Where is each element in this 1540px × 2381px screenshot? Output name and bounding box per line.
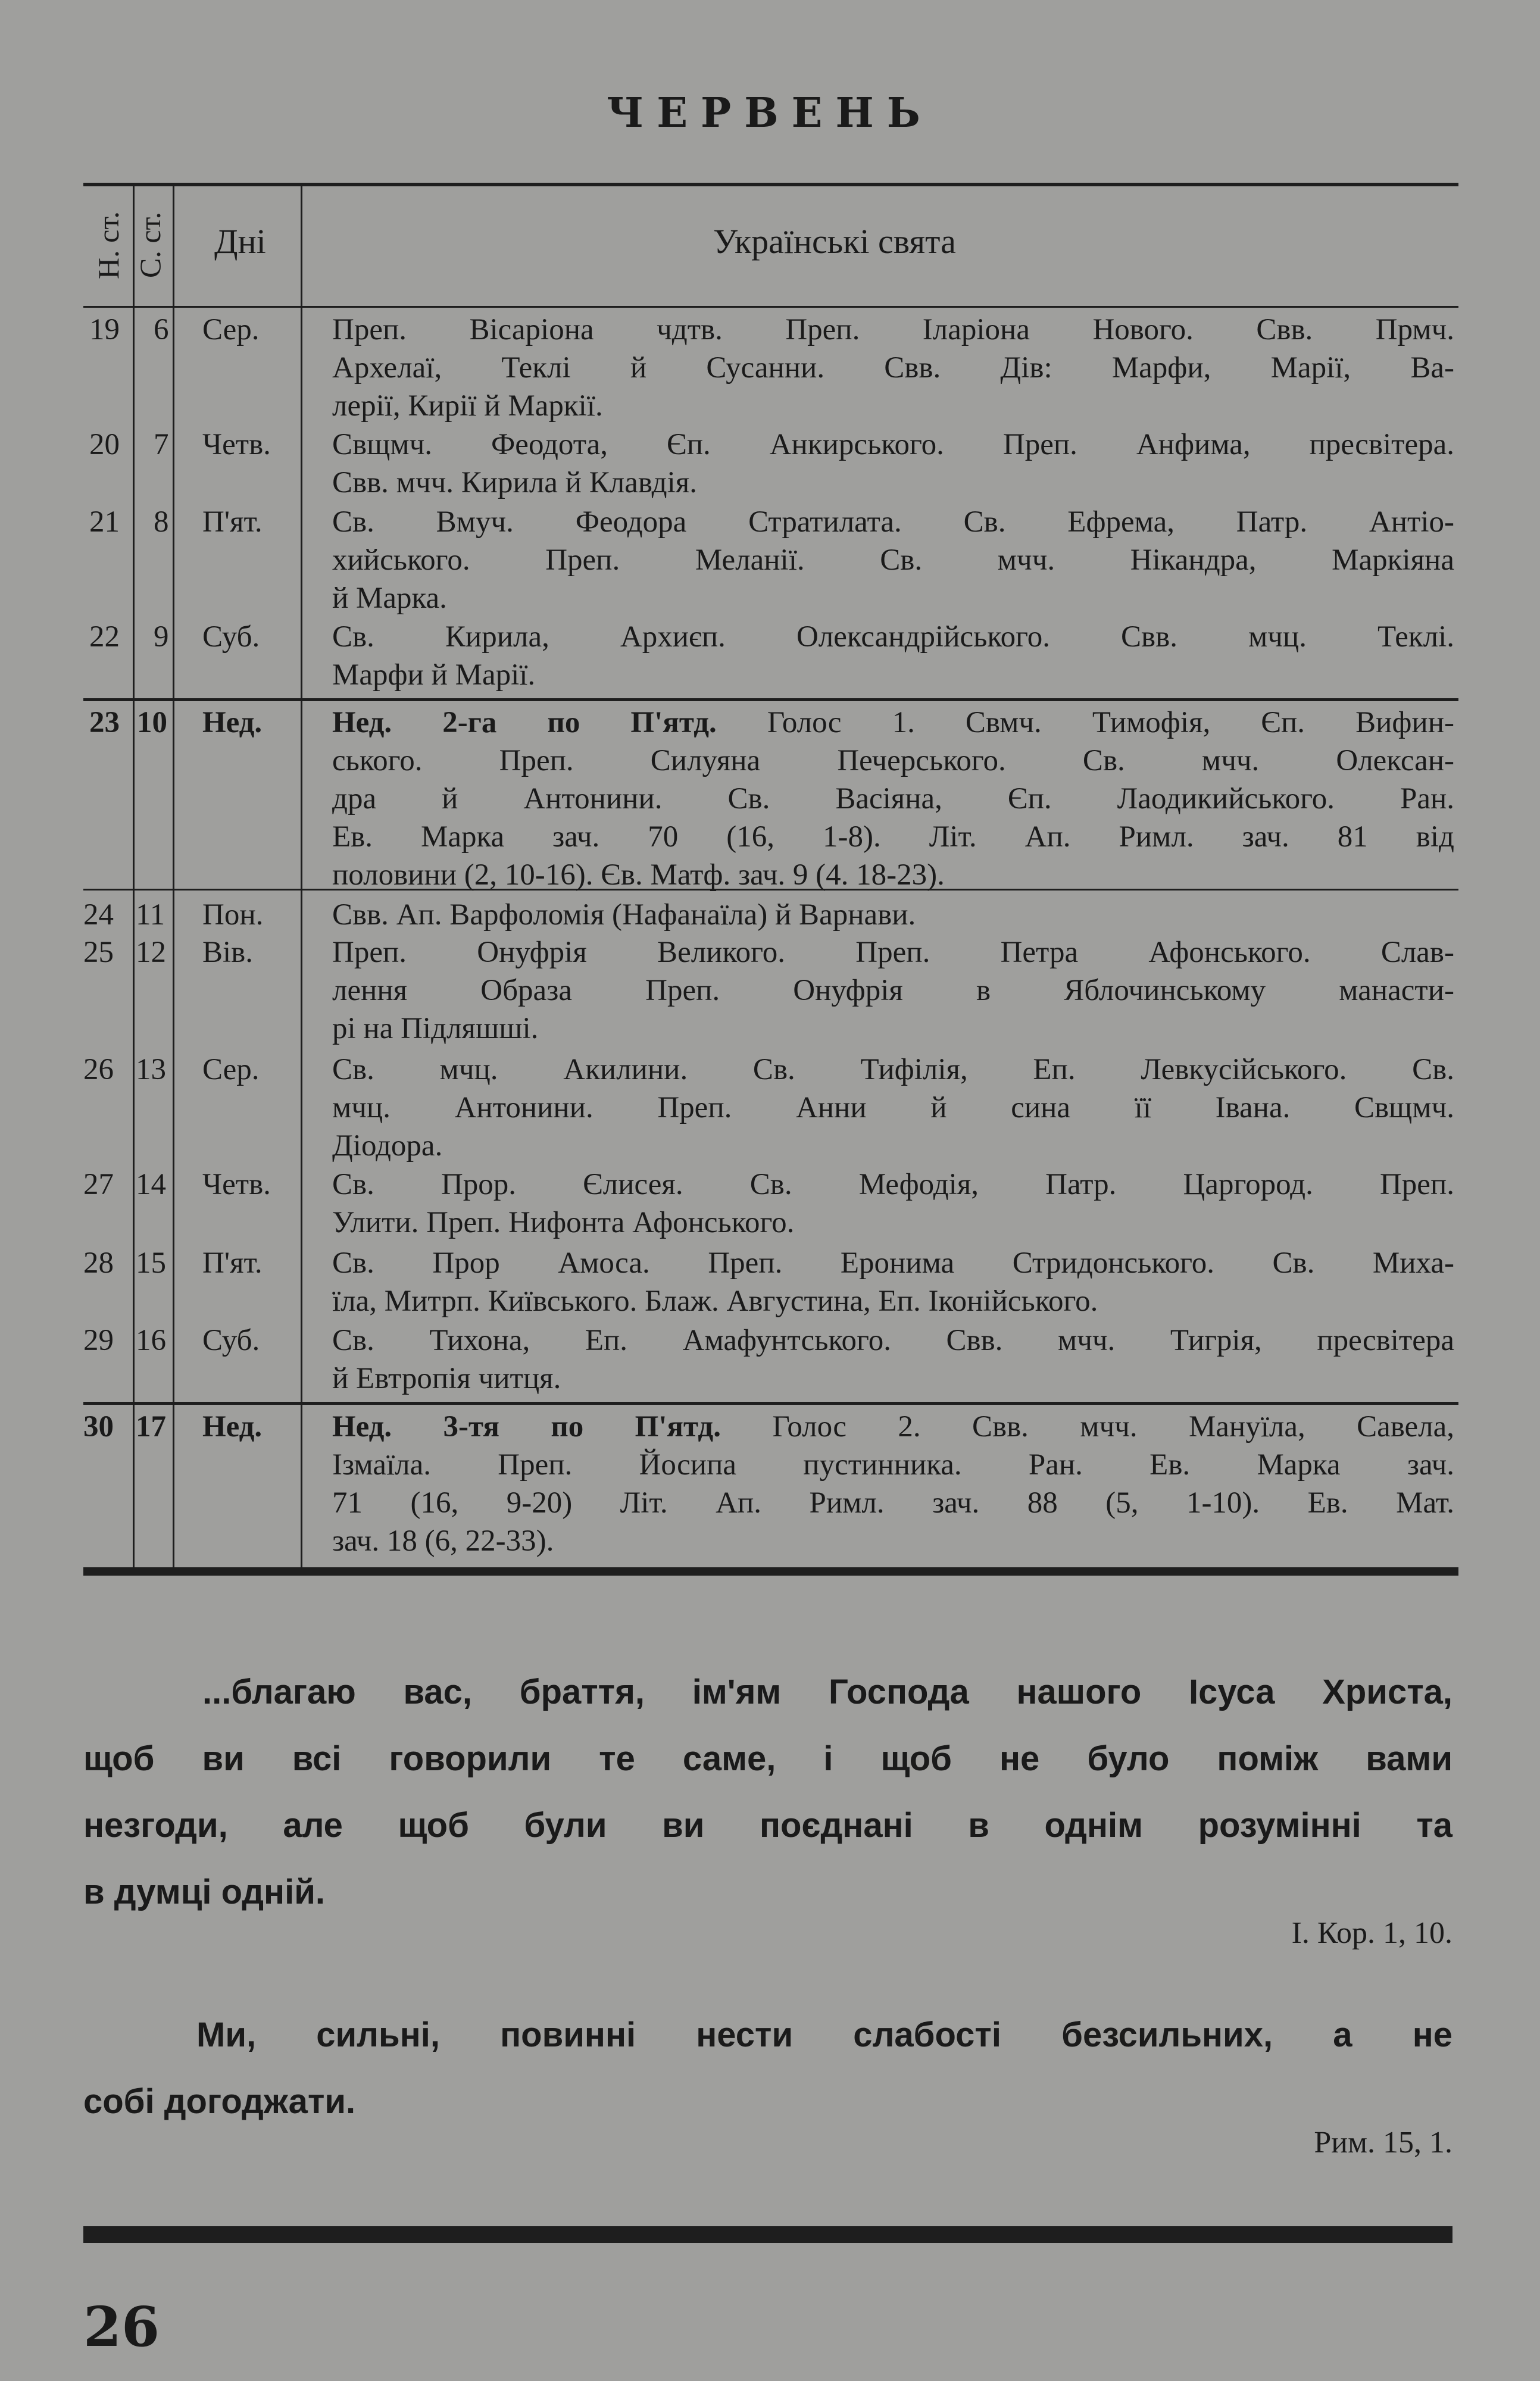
weekday: Пон. — [202, 898, 264, 932]
quote-2-reference: Рим. 15, 1. — [1314, 2126, 1452, 2160]
new-style-date: 21 — [89, 505, 120, 539]
holiday-text: Св. Прор Амоса. Преп. Еронима Стридонського. Св. Миха- їла, Митрп. Київського. Блаж. Августина, Еп. Іконійського. — [332, 1246, 1454, 1318]
quote-1-reference: І. Кор. 1, 10. — [1291, 1916, 1452, 1950]
holiday-text: Св. Тихона, Еп. Амафунтського. Свв. мчч. Тигрія, пресвітера й Евтропія читця. — [332, 1324, 1454, 1395]
holiday-text: Св. Кирила, Архиєп. Олександрійського. Свв. мчц. Теклі. Марфи й Марії. — [332, 620, 1454, 692]
holiday-text: Преп. Вісаріона чдтв. Преп. Іларіона Нового. Свв. Прмч. Архелаї, Теклі й Сусанни. Свв. Дів: Марфи, Марії, Ва- лерії, Кирії й Маркії. — [332, 313, 1454, 423]
old-style-date: 16 — [136, 1324, 166, 1357]
holiday-text: Преп. Онуфрія Великого. Преп. Петра Афонського. Слав- лення Образа Преп. Онуфрія в Яблочинському манасти- рі на Підляшші. — [332, 936, 1454, 1045]
sunday-title: Нед. 2-га по П'ятд. — [332, 706, 717, 739]
weekday: Сер. — [202, 1053, 260, 1086]
new-style-date: 22 — [89, 620, 120, 654]
bottom-rule — [83, 2226, 1452, 2243]
new-style-date: 30 — [83, 1410, 114, 1443]
new-style-date: 24 — [83, 898, 114, 932]
new-style-date: 19 — [89, 313, 120, 346]
old-style-date: 12 — [136, 936, 166, 969]
sunday-rule-top-1 — [83, 698, 1458, 701]
old-style-date: 13 — [136, 1053, 166, 1086]
old-style-date: 8 — [154, 505, 169, 539]
sunday-title: Нед. 3-тя по П'ятд. — [332, 1410, 721, 1443]
page-number: 26 — [83, 2295, 160, 2359]
holiday-text: Свщмч. Феодота, Єп. Анкирського. Преп. Анфима, пресвітера. Свв. мчч. Кирила й Клавдія. — [332, 428, 1454, 499]
holiday-text: Нед. 2-га по П'ятд. Голос 1. Свмч. Тимофія, Єп. Вифин- ського. Преп. Силуяна Печерського. Св. мчч. Олексан- дра й Антонини. Св. Васіяна, Єп. Лаодикийського. Ран. Ев. Марка зач. 70 (16, 1-8). Літ. Ап. Римл. зач. 81 від половини (2, 10-16). Єв. Матф. зач. 9 (4. 18-23). — [332, 704, 1454, 894]
old-style-date: 17 — [136, 1410, 166, 1443]
table-bottom-rule — [83, 1567, 1458, 1576]
holiday-text: Св. мчц. Акилини. Св. Тифілія, Еп. Левкусійського. Св. мчц. Антонини. Преп. Анни й сина її Івана. Свщмч. Діодора. — [332, 1053, 1454, 1163]
holiday-text: Св. Прор. Єлисея. Св. Мефодія, Патр. Царгород. Преп. Улити. Преп. Нифонта Афонського. — [332, 1168, 1454, 1239]
old-style-date: 14 — [136, 1168, 166, 1201]
table-top-rule — [83, 183, 1458, 186]
sunday-lead-line: Нед. 2-га по П'ятд. Голос 1. Свмч. Тимофія, Єп. Вифин- — [332, 706, 1454, 739]
old-style-date: 9 — [154, 620, 169, 654]
weekday: П'ят. — [202, 505, 263, 539]
new-style-date: 29 — [83, 1324, 114, 1357]
old-style-date: 10 — [137, 706, 167, 739]
holiday-text: Св. Вмуч. Феодора Стратилата. Св. Ефрема, Патр. Антіо- хийського. Преп. Меланії. Св. мчч. Нікандра, Маркіяна й Марка. — [332, 505, 1454, 615]
column-divider-3 — [301, 186, 302, 1567]
new-style-date: 23 — [89, 706, 120, 739]
holiday-text: Свв. Ап. Варфоломія (Нафанаїла) й Варнави. — [332, 898, 916, 932]
holiday-text: Нед. 3-тя по П'ятд. Голос 2. Свв. мчч. Мануїла, Савела, Ізмаїла. Преп. Йосипа пустинника. Ран. Ев. Марка зач. 71 (16, 9-20) Літ. Ап. Римл. зач. 88 (5, 1-10). Ев. Мат. зач. 18 (6, 22-33). — [332, 1408, 1454, 1560]
scripture-quote-2: Ми, сильні, повинні нести слабості безсильних, а не собі догоджати. — [83, 2016, 1452, 2121]
sunday-rule-top-2 — [83, 1402, 1458, 1405]
new-style-date: 28 — [83, 1246, 114, 1280]
weekday: Вів. — [202, 936, 254, 969]
weekday: Нед. — [202, 706, 263, 739]
old-style-date: 11 — [136, 898, 165, 932]
column-divider-1 — [133, 186, 135, 1567]
old-style-date: 7 — [154, 428, 169, 461]
header-new-style: Н. ст. — [92, 211, 125, 279]
weekday: Четв. — [202, 428, 271, 461]
weekday: Суб. — [202, 1324, 260, 1357]
old-style-date: 15 — [136, 1246, 166, 1280]
old-style-date: 6 — [154, 313, 169, 346]
new-style-date: 25 — [83, 936, 114, 969]
new-style-date: 20 — [89, 428, 120, 461]
weekday: Нед. — [202, 1410, 263, 1443]
column-divider-2 — [173, 186, 174, 1567]
weekday: Сер. — [202, 313, 260, 346]
page-title: ЧЕРВЕНЬ — [607, 89, 933, 137]
header-old-style: С. ст. — [133, 211, 167, 278]
weekday: П'ят. — [202, 1246, 263, 1280]
header-holidays: Українські свята — [713, 222, 956, 261]
scripture-quote-1: ...благаю вас, браття, ім'ям Господа нашого Ісуса Христа, щоб ви всі говорили те саме, і щоб не було поміж вами незгоди, але щоб були ви поєднані в однім розумінні та в думці одній. — [83, 1673, 1452, 1911]
new-style-date: 27 — [83, 1168, 114, 1201]
weekday: Четв. — [202, 1168, 271, 1201]
header-days: Дні — [214, 222, 266, 261]
new-style-date: 26 — [83, 1053, 114, 1086]
sunday-lead-line: Нед. 3-тя по П'ятд. Голос 2. Свв. мчч. Мануїла, Савела, — [332, 1410, 1454, 1443]
header-bottom-rule — [83, 306, 1458, 308]
weekday: Суб. — [202, 620, 260, 654]
